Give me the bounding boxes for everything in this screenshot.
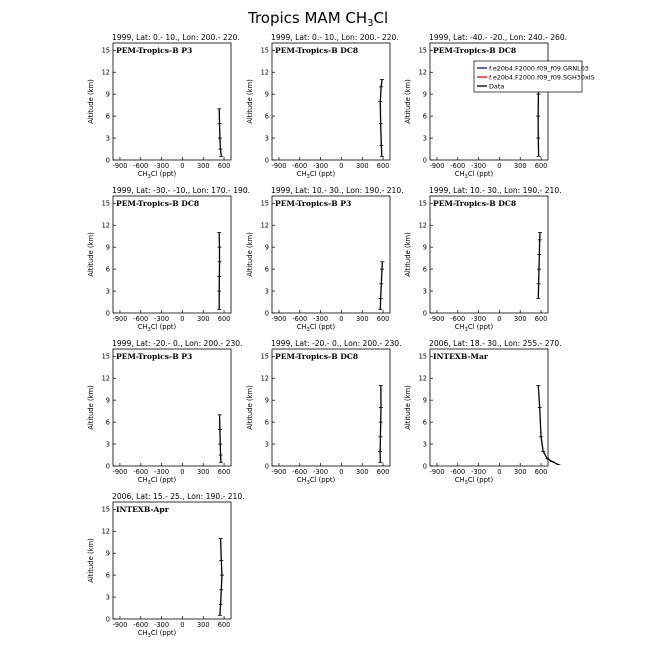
y-tick-label: 15 (260, 46, 269, 55)
y-tick-label: 0 (422, 156, 427, 165)
y-tick-label: 9 (105, 549, 110, 558)
campaign-label: PEM-Tropics-B P3 (275, 199, 352, 208)
x-tick-label: -300 (471, 315, 487, 323)
y-tick-label: 3 (105, 593, 110, 602)
x-tick-label: -300 (154, 621, 170, 629)
x-axis-label: $CH_3Cl$ (ppt) (137, 170, 177, 180)
panel-3 (404, 33, 567, 180)
x-tick-label: 600 (534, 315, 548, 323)
x-tick-label: 0 (497, 315, 502, 323)
x-axis-label: $CH_3Cl$ (ppt) (454, 323, 494, 333)
x-tick-label: 300 (355, 468, 369, 476)
y-tick-label: 12 (101, 374, 110, 383)
x-tick-label: -600 (450, 162, 466, 170)
x-tick-label: 0 (339, 162, 344, 170)
x-tick-label: -600 (133, 315, 149, 323)
x-tick-label: -600 (133, 468, 149, 476)
x-tick-label: 0 (180, 468, 185, 476)
y-tick-label: 15 (418, 46, 427, 55)
y-tick-label: 0 (105, 309, 110, 318)
y-axis-label: Altitude (km) (404, 79, 412, 124)
x-tick-label: -300 (154, 315, 170, 323)
x-tick-label: 0 (180, 621, 185, 629)
y-tick-label: 12 (418, 68, 427, 77)
panel-10 (87, 492, 245, 639)
x-tick-label: -300 (154, 468, 170, 476)
x-tick-label: -900 (429, 162, 445, 170)
x-tick-label: -600 (450, 468, 466, 476)
panel-9 (404, 339, 562, 486)
x-tick-label: 0 (497, 468, 502, 476)
x-tick-label: -900 (112, 621, 128, 629)
y-tick-label: 6 (422, 265, 427, 274)
x-tick-label: 600 (376, 315, 390, 323)
y-tick-label: 12 (260, 374, 269, 383)
y-tick-label: 12 (260, 68, 269, 77)
y-tick-label: 15 (101, 352, 110, 361)
x-axis-label: $CH_3Cl$ (ppt) (296, 170, 336, 180)
plot-frame (430, 196, 548, 313)
y-tick-label: 9 (105, 396, 110, 405)
y-tick-label: 15 (260, 199, 269, 208)
x-axis-label: $CH_3Cl$ (ppt) (296, 323, 336, 333)
x-tick-label: 0 (497, 162, 502, 170)
panel-header: 1999, Lat: -20.- 0., Lon: 200.- 230. (271, 339, 402, 348)
x-tick-label: 300 (513, 315, 527, 323)
x-tick-label: -600 (133, 162, 149, 170)
y-tick-label: 3 (264, 440, 269, 449)
y-tick-label: 0 (422, 462, 427, 471)
panel-7 (87, 339, 243, 486)
panel-header: 2006, Lat: 15.- 25., Lon: 190.- 210. (112, 492, 245, 501)
y-tick-label: 3 (264, 287, 269, 296)
y-tick-label: 6 (264, 265, 269, 274)
x-tick-label: -900 (271, 468, 287, 476)
x-tick-label: 300 (196, 315, 210, 323)
panel-header: 1999, Lat: 10.- 30., Lon: 190.- 210. (271, 186, 404, 195)
y-tick-label: 6 (105, 571, 110, 580)
y-tick-label: 9 (422, 243, 427, 252)
y-tick-label: 6 (105, 418, 110, 427)
x-tick-label: 0 (180, 162, 185, 170)
figure-title-main: Tropics MAM CH (248, 9, 368, 27)
y-tick-label: 12 (101, 68, 110, 77)
y-axis-label: Altitude (km) (87, 232, 95, 277)
y-axis-label: Altitude (km) (246, 385, 254, 430)
x-axis-label: $CH_3Cl$ (ppt) (454, 170, 494, 180)
campaign-label: PEM-Tropics-B DC8 (275, 352, 359, 361)
figure-title-subscript: 3 (367, 18, 374, 29)
panel-header: 1999, Lat: -30.- -10., Lon: 170.- 190. (112, 186, 251, 195)
campaign-label: INTEXB-Apr (116, 505, 169, 514)
y-tick-label: 0 (264, 309, 269, 318)
x-tick-label: -900 (271, 315, 287, 323)
plot-frame (272, 349, 390, 466)
y-tick-label: 3 (422, 287, 427, 296)
x-tick-label: -900 (112, 468, 128, 476)
plot-frame (272, 196, 390, 313)
y-axis-label: Altitude (km) (87, 385, 95, 430)
campaign-label: PEM-Tropics-B DC8 (433, 199, 517, 208)
y-tick-label: 0 (105, 462, 110, 471)
y-axis-label: Altitude (km) (246, 79, 254, 124)
x-tick-label: 300 (355, 162, 369, 170)
campaign-label: PEM-Tropics-B P3 (116, 352, 193, 361)
x-tick-label: 300 (513, 162, 527, 170)
y-tick-label: 15 (101, 505, 110, 514)
panel-6 (404, 186, 562, 333)
x-axis-label: $CH_3Cl$ (ppt) (137, 323, 177, 333)
x-tick-label: 600 (376, 468, 390, 476)
plot-frame (272, 43, 390, 160)
x-tick-label: 600 (534, 162, 548, 170)
y-tick-label: 3 (105, 287, 110, 296)
x-tick-label: -900 (112, 162, 128, 170)
y-tick-label: 3 (105, 440, 110, 449)
y-tick-label: 15 (418, 352, 427, 361)
y-tick-label: 9 (264, 90, 269, 99)
plot-frame (113, 196, 231, 313)
y-tick-label: 9 (264, 396, 269, 405)
plot-frame (113, 349, 231, 466)
x-tick-label: 600 (217, 315, 231, 323)
y-tick-label: 0 (422, 309, 427, 318)
x-tick-label: -300 (313, 315, 329, 323)
y-tick-label: 12 (418, 374, 427, 383)
y-tick-label: 3 (264, 134, 269, 143)
y-axis-label: Altitude (km) (87, 538, 95, 583)
x-axis-label: $CH_3Cl$ (ppt) (454, 476, 494, 486)
panel-4 (87, 186, 250, 333)
y-tick-label: 6 (264, 112, 269, 121)
y-axis-label: Altitude (km) (404, 232, 412, 277)
x-tick-label: -300 (313, 468, 329, 476)
series-line-data (380, 386, 381, 463)
y-tick-label: 0 (105, 615, 110, 624)
legend-label: f.e20b4.F2000.f09_f09.GRNL03 (489, 64, 589, 73)
plot-frame (430, 43, 548, 160)
x-axis-label: $CH_3Cl$ (ppt) (137, 476, 177, 486)
panel-header: 1999, Lat: 0.- 10., Lon: 200.- 220. (112, 33, 240, 42)
plot-frame (113, 43, 231, 160)
campaign-label: PEM-Tropics-B DC8 (275, 46, 359, 55)
x-tick-label: -600 (133, 621, 149, 629)
x-tick-label: -300 (313, 162, 329, 170)
campaign-label: PEM-Tropics-B P3 (116, 46, 193, 55)
x-tick-label: -900 (112, 315, 128, 323)
y-tick-label: 3 (105, 134, 110, 143)
y-axis-label: Altitude (km) (404, 385, 412, 430)
y-tick-label: 15 (260, 352, 269, 361)
x-tick-label: 300 (196, 621, 210, 629)
panel-1 (87, 33, 240, 180)
panel-header: 1999, Lat: 0.- 10., Lon: 200.- 220. (271, 33, 399, 42)
x-tick-label: 600 (217, 162, 231, 170)
x-tick-label: -600 (450, 315, 466, 323)
campaign-label: PEM-Tropics-B DC8 (433, 46, 517, 55)
y-tick-label: 9 (264, 243, 269, 252)
x-tick-label: -900 (429, 468, 445, 476)
series-line-data (380, 80, 382, 157)
x-tick-label: 0 (339, 315, 344, 323)
panels (87, 33, 567, 639)
panel-header: 1999, Lat: -40.- -20., Lon: 240.- 260. (429, 33, 568, 42)
x-tick-label: -300 (154, 162, 170, 170)
plot-frame (113, 502, 231, 619)
x-tick-label: 0 (339, 468, 344, 476)
x-tick-label: 300 (513, 468, 527, 476)
x-tick-label: -300 (471, 162, 487, 170)
panel-header: 1999, Lat: 10.- 30., Lon: 190.- 210. (429, 186, 562, 195)
y-tick-label: 15 (101, 46, 110, 55)
x-tick-label: -300 (471, 468, 487, 476)
panel-8 (246, 339, 402, 486)
x-axis-label: $CH_3Cl$ (ppt) (296, 476, 336, 486)
x-tick-label: -600 (292, 468, 308, 476)
y-tick-label: 15 (101, 199, 110, 208)
y-tick-label: 6 (422, 418, 427, 427)
y-tick-label: 12 (260, 221, 269, 230)
x-tick-label: 0 (180, 315, 185, 323)
series-line-data (220, 539, 222, 616)
y-tick-label: 9 (422, 90, 427, 99)
y-tick-label: 15 (418, 199, 427, 208)
y-tick-label: 6 (105, 112, 110, 121)
x-tick-label: -900 (429, 315, 445, 323)
figure-title (247, 9, 388, 29)
y-tick-label: 6 (264, 418, 269, 427)
legend-label: f.e20b4.F2000.f09_f09.SGH30xIS (489, 73, 595, 82)
y-tick-label: 12 (418, 221, 427, 230)
y-axis-label: Altitude (km) (87, 79, 95, 124)
x-tick-label: -600 (292, 162, 308, 170)
y-tick-label: 12 (101, 527, 110, 536)
y-axis-label: Altitude (km) (246, 232, 254, 277)
y-tick-label: 3 (422, 440, 427, 449)
figure-title-tail: Cl (373, 9, 389, 27)
plot-frame (430, 349, 548, 466)
legend-label: Data (489, 82, 505, 91)
y-tick-label: 0 (105, 156, 110, 165)
campaign-label: PEM-Tropics-B DC8 (116, 199, 200, 208)
y-tick-label: 3 (422, 134, 427, 143)
panel-5 (246, 186, 404, 333)
legend (474, 61, 595, 92)
y-tick-label: 0 (264, 156, 269, 165)
x-axis-label: $CH_3Cl$ (ppt) (137, 629, 177, 639)
x-tick-label: -600 (292, 315, 308, 323)
y-tick-label: 9 (105, 243, 110, 252)
series-line-data (538, 233, 540, 299)
panel-header: 2006, Lat: 18.- 30., Lon: 255.- 270. (429, 339, 562, 348)
y-tick-label: 9 (422, 396, 427, 405)
x-tick-label: 600 (217, 468, 231, 476)
x-tick-label: -900 (271, 162, 287, 170)
x-tick-label: 600 (217, 621, 231, 629)
y-tick-label: 9 (105, 90, 110, 99)
x-tick-label: 600 (376, 162, 390, 170)
x-tick-label: 600 (534, 468, 548, 476)
panel-header: 1999, Lat: -20.- 0., Lon: 200.- 230. (112, 339, 243, 348)
y-tick-label: 6 (105, 265, 110, 274)
campaign-label: INTEXB-Mar (433, 352, 488, 361)
y-tick-label: 0 (264, 462, 269, 471)
x-tick-label: 300 (196, 468, 210, 476)
x-tick-label: 300 (355, 315, 369, 323)
panel-2 (246, 33, 399, 180)
x-tick-label: 300 (196, 162, 210, 170)
y-tick-label: 6 (422, 112, 427, 121)
y-tick-label: 12 (101, 221, 110, 230)
